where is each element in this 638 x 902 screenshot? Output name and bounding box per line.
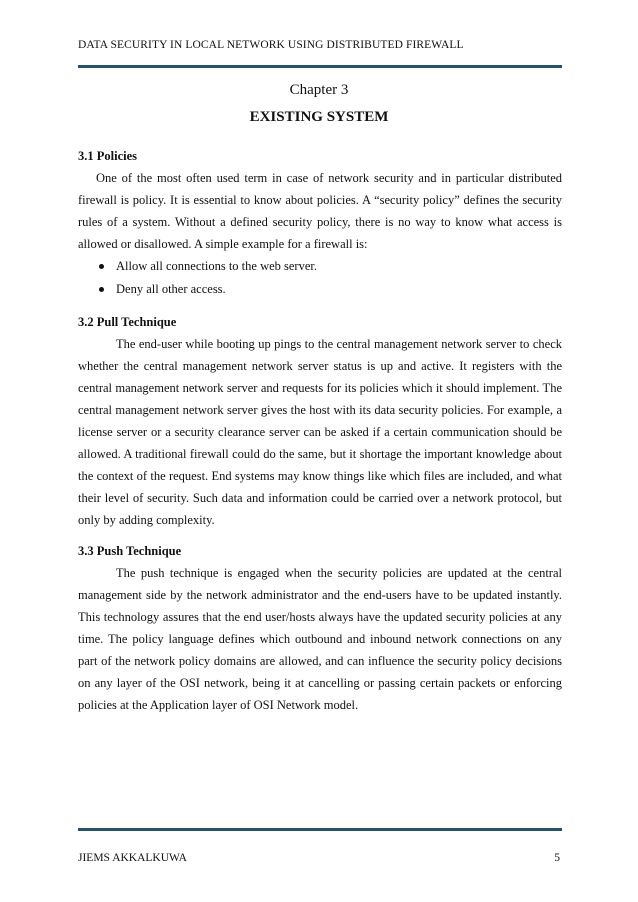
running-header: DATA SECURITY IN LOCAL NETWORK USING DISTRIBUTED FIREWALL [78, 39, 464, 51]
section-heading-push-technique: 3.3 Push Technique [78, 544, 182, 558]
list-item-text: Deny all other access. [116, 282, 226, 296]
header-divider [78, 65, 562, 68]
list-item [78, 255, 562, 278]
policy-example-list [78, 255, 562, 301]
footer-institution: JIEMS AKKALKUWA [78, 852, 187, 864]
section-spacer [78, 301, 562, 314]
page-body [78, 148, 562, 716]
chapter-title: EXISTING SYSTEM [249, 109, 389, 125]
bullet-icon [99, 287, 104, 292]
section-heading-pull-technique: 3.2 Pull Technique [78, 315, 177, 329]
chapter-label-text: Chapter 3 [289, 82, 349, 98]
chapter-label [0, 82, 638, 99]
list-item-text: Allow all connections to the web server. [116, 259, 317, 273]
list-item [78, 278, 562, 301]
section-paragraph-pull-technique: The end-user while booting up pings to the central management network server to check whether the central management network server status is up and active. It registers with the central management network server and requests for its policies which it should implement. The central management network server gives the host with its data security policies. For example, a license server or a security clearance server can be asked if a certain communication should be allowed. A traditional firewall could do the same, but it shortage the important knowledge about the context of the request. End systems may know things like which files are included, and what their level of security. Such data and information could be carried over a network protocol, but only by adding complexity. [78, 337, 562, 527]
section-paragraph-push-technique: The push technique is engaged when the security policies are updated at the central management side by the network administrator and the end-users have to be updated instantly. This technology assures that the end user/hosts always have the updated security policies at any time. The policy language defines which outbound and inbound network connections on any part of the network policy domains are allowed, and can influence the security policy decisions on any layer of the OSI network, being it at cancelling or passing certain packets or enforcing policies at the Application layer of OSI Network model. [78, 566, 562, 712]
bullet-icon [99, 264, 104, 269]
page-number: 5 [554, 852, 560, 864]
section-spacer [78, 531, 562, 543]
section-heading-policies: 3.1 Policies [78, 149, 138, 163]
section-paragraph-policies: One of the most often used term in case of network security and in particular distributed firewall is policy. It is essential to know about policies. A “security policy” defines the security rules of a system. Without a defined security policy, there is no way to know what access is allowed or disallowed. A simple example for a firewall is: [78, 171, 562, 251]
footer-divider [78, 828, 562, 831]
